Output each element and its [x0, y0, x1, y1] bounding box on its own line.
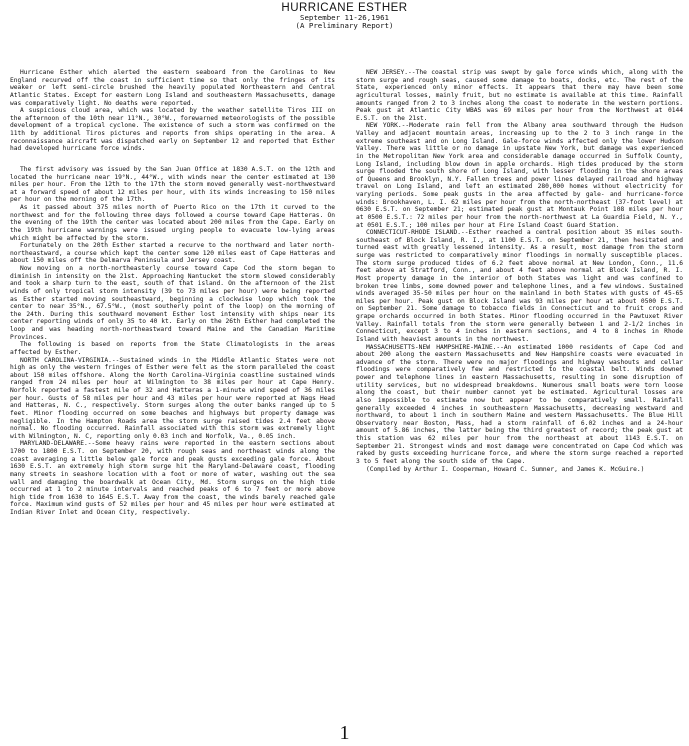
paragraph: Hurricane Esther which alerted the eastern seaboard from the Carolinas to New England recurved off the coast in sufficient time so that only the fringes of its weaker or left semi-circle brushed the heavily populated Northeastern and Central Atlantic States. Except for eastern Long Island and southeastern Massachusetts, damage was comparatively light. No deaths were reported. [10, 69, 335, 107]
right-column [356, 69, 683, 473]
paragraph: MASSACHUSETTS-NEW HAMPSHIRE-MAINE.--An estimated 1000 residents of Cape Cod and about 200 along the eastern Massachusetts and New Hampshire coasts were evacuated in advance of the storm. There were no major floodings and highway washouts and cellar floodings were comparatively few and restricted to the coastal belt. Winds downed power and telephone lines in eastern Massachusetts, resulting in some disruption of utility services, but no widespread breakdowns. Numerous small boats were torn loose along the coast, but their number cannot yet be estimated. Agricultural losses are also impossible to estimate now but appear to be comparatively small. Rainfall generally exceeded 4 inches in southeastern Massachusetts, decreasing westward and northward, to about 1 inch in southern Maine and western Massachusetts. The Blue Hill Observatory near Boston, Mass, had a storm rainfall of 6.02 inches and a 24-hour amount of 5.86 inches, the latter being the third greatest of record; the peak gust at this station was 62 miles per hour from the northeast at about 1143 E.S.T. on September 21. Strongest winds and most damage were concentrated on Cape Cod which was raked by gusts exceeding hurricane force, and where the storm surge reached a reported 3 to 5 feet along the south side of the Cape. [356, 343, 683, 465]
report-note: (A Preliminary Report) [295, 21, 394, 31]
paragraph: The first advisory was issued by the San Juan Office at 1830 A.S.T. on the 12th and located the hurricane near 19°N., 44°W., with winds near the center estimated at 130 miles per hour. From the 12th to the 17th the storm moved generally west-northwestward at a forward speed of about 12 miles per hour, with its winds increasing to 150 miles per hour on the morning of the 17th. [10, 165, 335, 204]
report-title: HURRICANE ESTHER [281, 2, 408, 14]
paragraph: A suspicious cloud area, which was located by the weather satellite Tiros III on the afternoon of the 10th near 11°N., 30°W., forewarned meteorologists of the possible development of a tropical cyclone. The existence of such a storm was confirmed on the 11th by additional Tiros pictures and reports from ships operating in the area. A reconnaissance aircraft was dispatched early on September 12 and reported that Esther had developed hurricane force winds. [10, 107, 335, 153]
page-number: 1 [339, 722, 350, 744]
paragraph: NORTH CAROLINA-VIRGINIA.--Sustained winds in the Middle Atlantic States were not high as only the western fringes of Esther were felt as the storm paralleled the coast about 150 miles offshore. Along the North Carolina-Virginia coastline sustained winds ranged from 24 miles per hour at Wilmington to 38 miles per hour at Cape Henry. Norfolk reported a fastest mile of 32 and Hatteras a 1-minute wind speed of 36 miles per hour. Gusts of 58 miles per hour and 43 miles per hour were reported at Nags Head and Hatteras, N. C., respectively. Storm surges along the outer banks ranged up to 5 feet. Minor flooding occurred on some beaches and highways but property damage was negligible. In the Hampton Roads area the storm surge raised tides 2.4 feet above normal. No flooding occurred. Rainfall associated with this storm was extremely light with Wilmington, N. C, reporting only 0.03 inch and Norfolk, Va., 0.05 inch. [10, 356, 335, 440]
paragraph: NEW YORK.--Moderate rain fell from the Albany area southward through the Hudson Valley and adjacent mountain areas, increasing up to the 2 to 3 inch range in the extreme southeast and on Long Island. Gale-force winds affected only the lower Hudson Valley. There was little or no damage in upstate New York, but damage was experienced in the Metropolitan New York area and considerable damage occurred in Suffolk County, Long Island, including blow down in apple orchards. High tides produced by the storm surge flooded the south shore of Long Island, with lesser flooding in the shore areas of Queens and Brooklyn, N.Y. Fallen trees and power lines delayed railroad and highway travel on Long Island, and left an estimated 280,000 homes without electricity for varying periods. Some peak gusts in the area affected by gale- and hurricane-force winds: Brookhaven, L. I. 62 miles per hour from the north-northeast (37-foot level) at 0630 E.S.T. on September 21; estimated peak gust at Montauk Point 108 miles per hour at 0500 E.S.T.: 72 miles per hour from the north-northwest at La Guardia Field, N. Y., at 0501 E.S.T.; 100 miles per hour at Fire Island Coast Guard Station. [356, 122, 683, 229]
report-dates: September 11-26,1961 [300, 13, 389, 22]
paragraph: MARYLAND-DELAWARE.--Some heavy rains were reported in the eastern sections about 1700 to 1800 E.S.T. on September 20, with rough seas and northeast winds along the coast averaging a little below gale force and peak gusts exceeding gale force. About 1630 E.S.T. an extremely high storm surge hit the Maryland-Delaware coast, flooding many streets in seashore location with a foot or more of water, washing out the sea wall and damaging the boardwalk at Ocean City, Md. Storm surges on the high tide occurred at 1 to 2 minute intervals and reached peaks of 6 to 7 feet or more above high tide from 1630 to 1645 E.S.T. Away from the coast, the winds barely reached gale force. Maximum wind gusts of 52 miles per hour and 45 miles per hour were estimated at Indian River Inlet and Ocean City, respectively. [10, 440, 335, 516]
compiled-by-credit: (Compiled by Arthur I. Cooperman, Howard C. Sumner, and James K. McGuire.) [366, 465, 645, 473]
paragraph: NEW JERSEY.--The coastal strip was swept by gale force winds which, along with the storm surge and rough seas, caused some damage to boats, docks, etc. The rest of the State, experienced only minor effects. It appears that there may have been some agricultural losses, mainly fruit, but no estimate is available at this time. Rainfall amounts ranged from 2 to 3 inches along the coast to moderate in the western portions. Peak gust at Atlantic City WBAS was 69 miles per hour from the Northwest at 0144 E.S.T. on the 21st. [356, 69, 683, 122]
paragraph: The following is based on reports from the State Climatologists in the areas affected by Esther. [10, 341, 335, 356]
paragraph: Now moving on a north-northeasterly course toward Cape Cod the storm began to diminish in intensity on the 21st. Approaching Nantucket the storm slowed considerably and took a sharp turn to the east, south of that island. On the afternoon of the 21st winds of only tropical storm intensity (39 to 73 miles per hour) were being reported as Esther started moving southeastward, beginning a clockwise loop which took the center to near 35°N., 67.5°W., (most southerly point of the loop) on the morning of the 24th. During this southward movement Esther lost intensity with ships near its center reporting winds of only 35 to 40 kt. Early on the 26th Esther had completed the loop and was heading north-northeastward toward Maine and the Canadian Maritime Provinces. [10, 265, 335, 341]
paragraph: Fortunately on the 20th Esther started a recurve to the northward and later north-northeastward, a course which kept the center some 120 miles east of Cape Hatteras and about 150 miles off the Delmarva Peninsula and Jersey coast. [10, 242, 335, 265]
paragraph: CONNECTICUT-RHODE ISLAND.--Esther reached a central position about 35 miles south-southeast of Block Island, R. I., at 1100 E.S.T. on September 21, then hesitated and turned east with greatly lessened intensity. As a result, most damage from the storm surge was restricted to comparatively minor floodings in normally susceptible places. The storm surge produced tides of 6.2 feet above normal at New London, Conn., 11.6 feet above at Stratford, Conn., and about 4 feet above normal at Block Island, R. I. Most property damage in the interior of both States was light and was confined to broken tree limbs, some downed power and telephone lines, and a few windows. Sustained winds averaged 35-50 miles per hour on the mainland in both States with gusts of 45-65 miles per hour. Peak gust on Block Island was 93 miles per hour at about 0500 E.S.T. on September 21. Some damage to tobacco fields in Connecticut and to fruit crops and grape orchards occurred in both States. Minor flooding occurred in the Pawtuxet River Valley. Rainfall totals from the storm were generally between 1 and 2-1/2 inches in Connecticut, except 3 to 4 inches in eastern sections, and 4 to 8 inches in Rhode Island with heaviest amounts in the northwest. [356, 229, 683, 343]
paragraph: As it passed about 375 miles north of Puerto Rico on the 17th it curved to the northwest and for the following three days followed a course toward Cape Hatteras. On the evening of the 19th the center was located about 200 miles from the Cape. Early on the 19th hurricane warnings were issued urging people to evacuate low-lying areas which might be affected by the storm. [10, 204, 335, 242]
report-header [0, 2, 689, 31]
left-column [10, 69, 335, 517]
